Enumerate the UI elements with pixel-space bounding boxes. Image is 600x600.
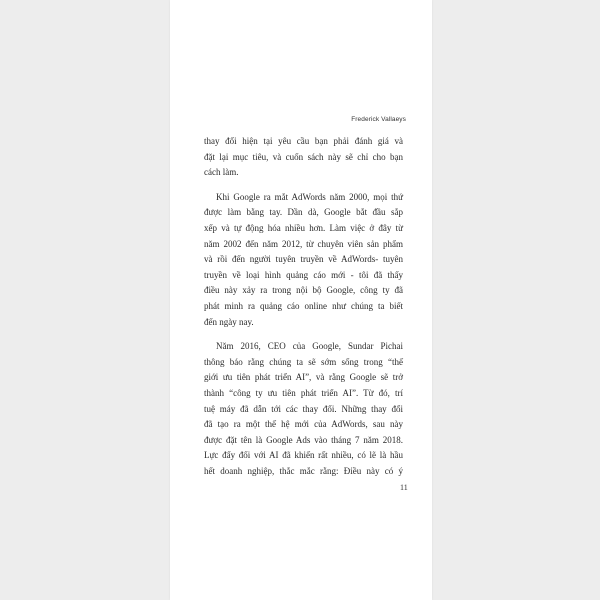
text-line: được đặt tên là Google Ads vào tháng 7 năm 2018.: [204, 434, 403, 445]
book-page: [170, 0, 432, 600]
text-line: Khi Google ra mắt AdWords năm 2000, mọi thứ: [216, 191, 403, 202]
running-head: Frederick Vallaeys: [351, 116, 406, 123]
text-line: thành “công ty ưu tiên phát triển AI”. Từ đó, trí: [204, 387, 403, 398]
paragraph-3: [204, 339, 403, 479]
text-line: được làm bằng tay. Dần dà, Google bắt đầu sắp: [204, 207, 403, 218]
text-line: điều này xảy ra trong nội bộ Google, công ty đã: [204, 285, 403, 296]
paragraph-1: [204, 134, 403, 181]
text-line: Lực đẩy đối với AI đã khiến rất nhiều, có lẽ là hầu: [204, 450, 403, 461]
text-line: tuệ máy đã dẫn tới các thay đổi. Những thay đổi: [204, 403, 403, 414]
text-line: thông báo rằng chúng ta sẽ sớm sống trong “thế: [204, 356, 403, 367]
text-line: truyền về loại hình quảng cáo mới - tôi đã thấy: [204, 269, 403, 280]
text-line: thay đổi hiện tại yêu cầu bạn phải đánh giá và: [204, 136, 403, 146]
text-line: đến ngày nay.: [204, 316, 254, 327]
text-line: và rồi đến người tuyên truyền về AdWords- tuyên: [204, 254, 403, 265]
text-line: xếp và tự động hóa nhiều hơn. Làm việc ở đây từ: [204, 222, 403, 233]
text-line: Năm 2016, CEO của Google, Sundar Pichai: [216, 341, 403, 352]
text-line: đặt lại mục tiêu, và cuốn sách này sẽ chỉ cho bạn: [204, 151, 403, 162]
body-text: [204, 134, 403, 488]
text-line: giới ưu tiên phát triển AI”, và rằng Google sẽ trở: [204, 372, 403, 383]
text-line: năm 2002 đến năm 2012, từ chuyên viên sản phẩm: [204, 238, 403, 249]
text-line: đã tạo ra một thế hệ mới của AdWords, sau này: [204, 419, 403, 430]
text-line: hết doanh nghiệp, thắc mắc rằng: Điều này có ý: [204, 465, 403, 476]
page-number: 11: [400, 483, 408, 492]
text-line: cách làm.: [204, 167, 239, 178]
paragraph-2: [204, 190, 403, 330]
text-line: phát minh ra quảng cáo online như chúng ta biết: [204, 300, 403, 311]
